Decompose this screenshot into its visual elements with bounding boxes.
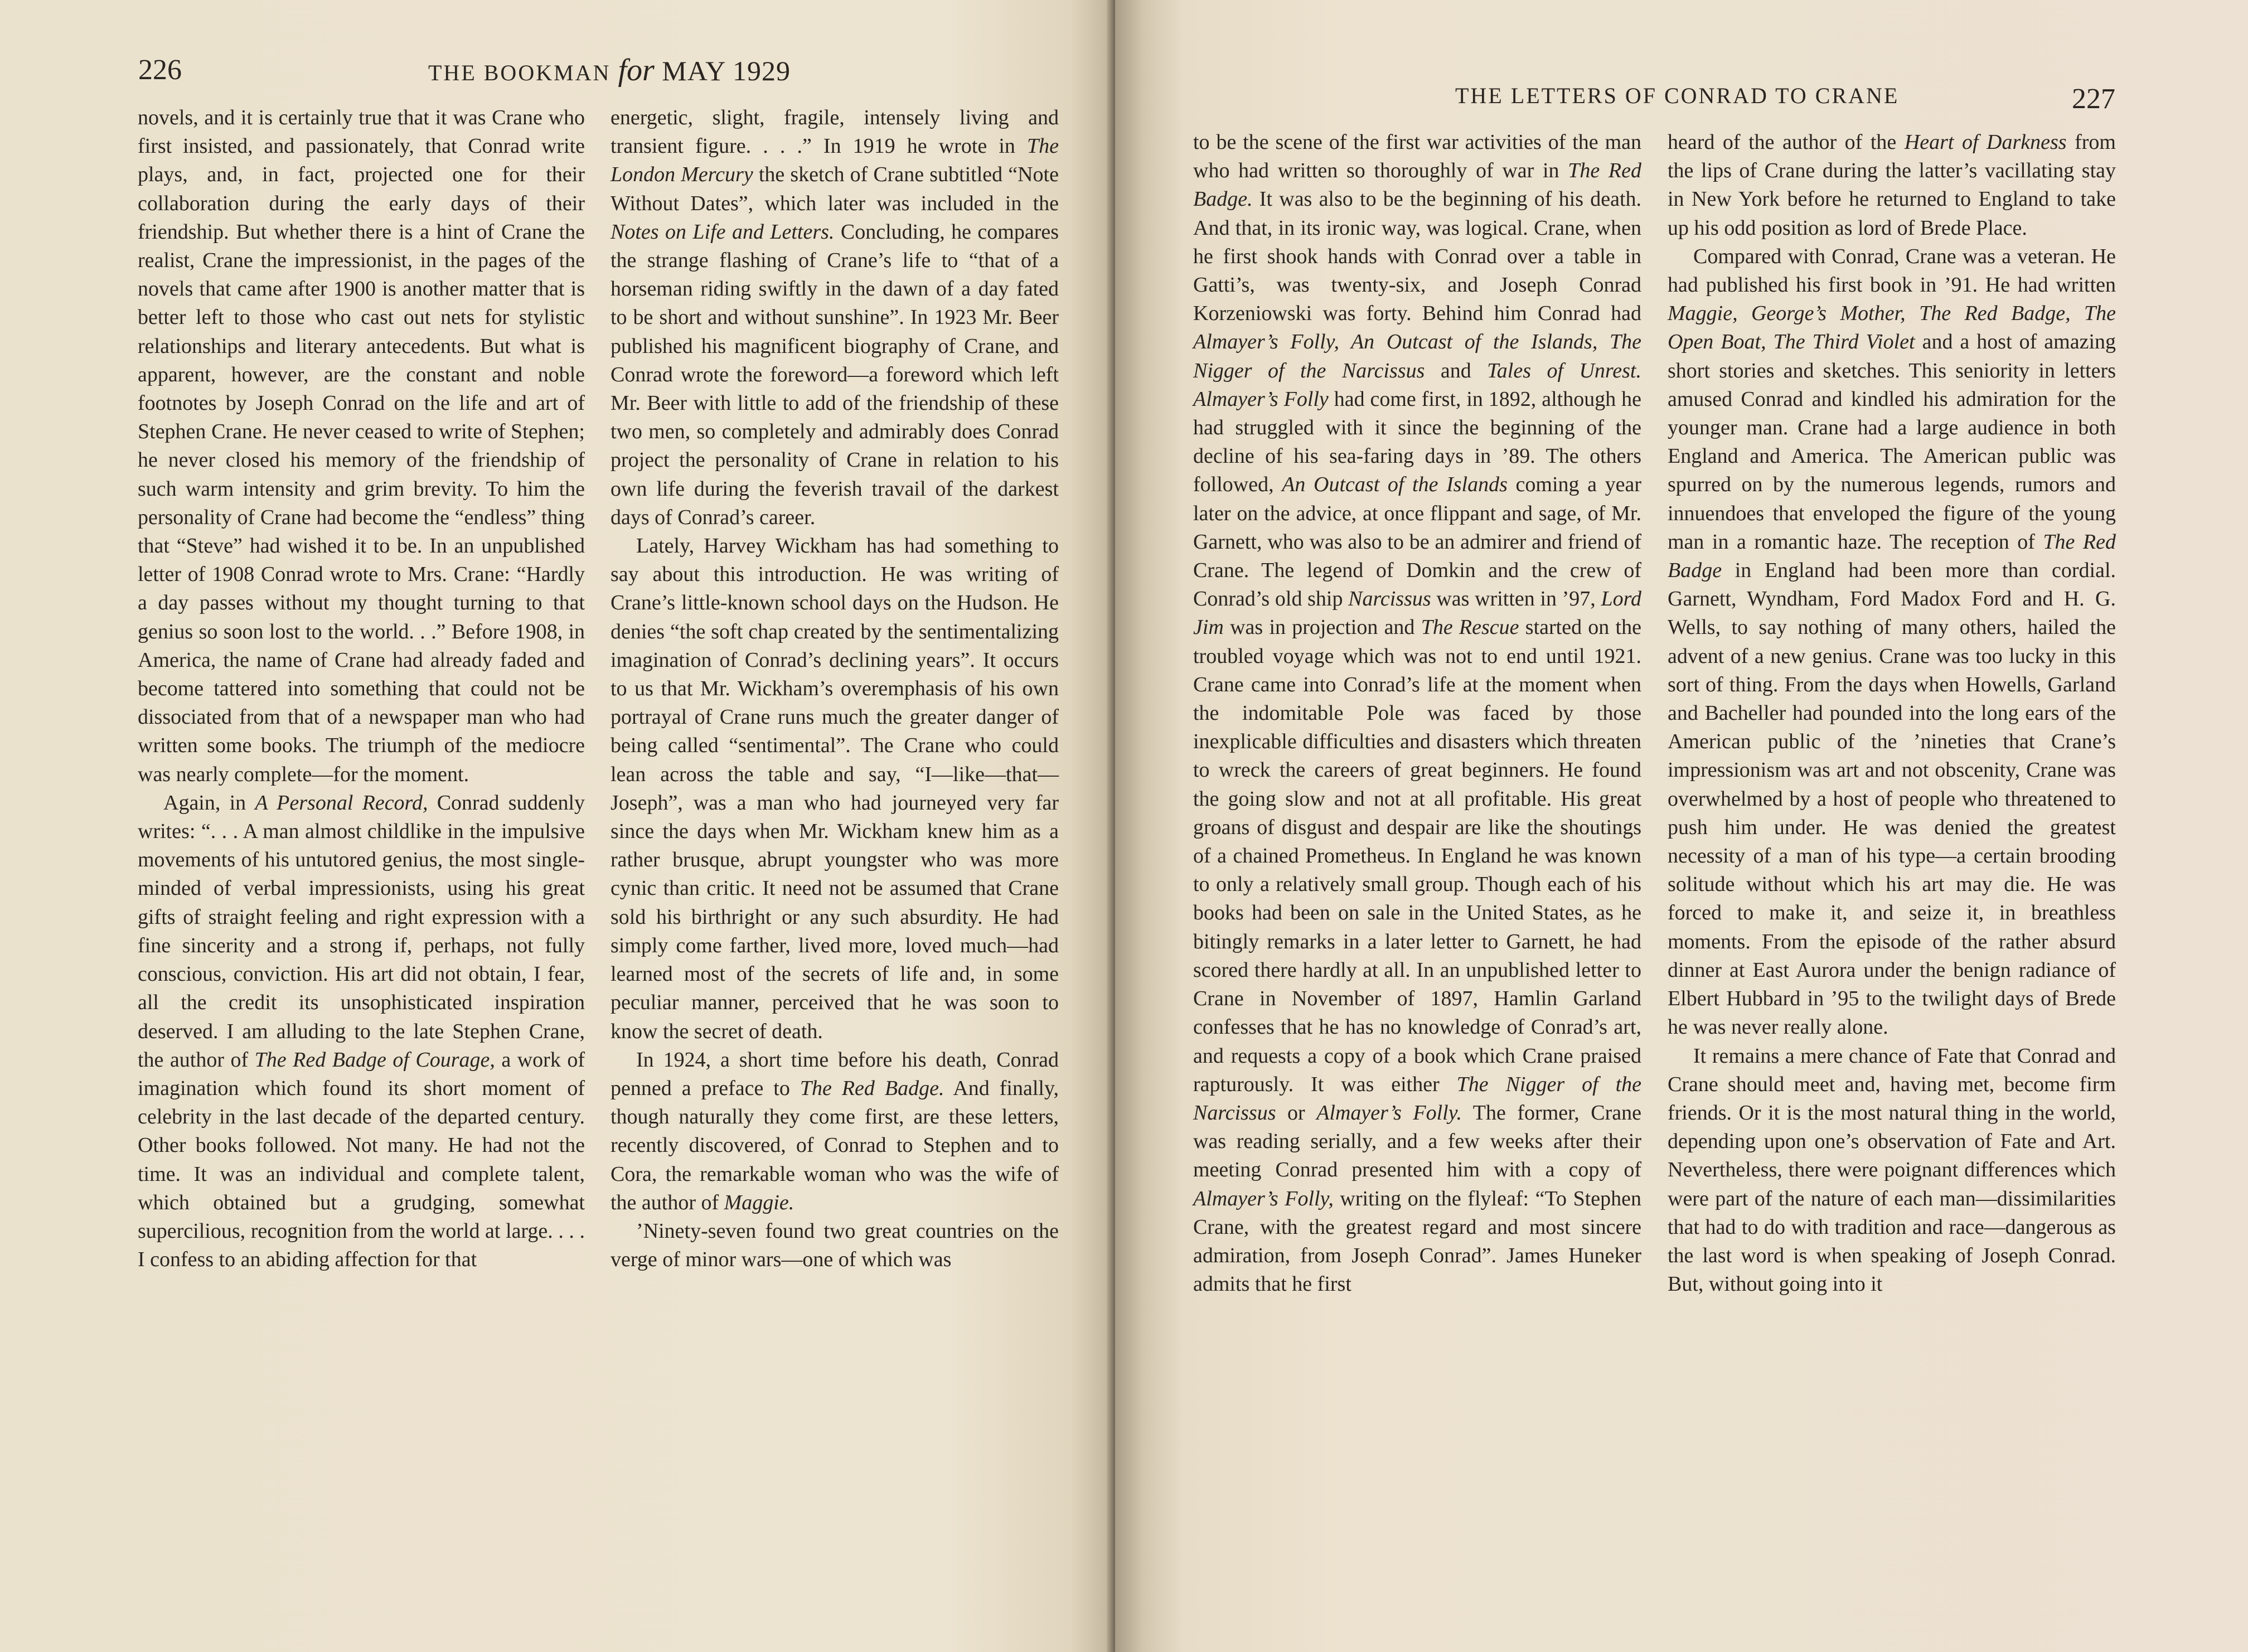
italic-title: Heart of Darkness <box>1904 130 2067 154</box>
paragraph: In 1924, a short time before his death, Conrad penned a preface to The Red Badge. And finally, though naturally they come first, are these letters, recently discovered, of Conrad to Stephen and to Cora, the remarkable woman who was the wife of the author of Maggie. <box>611 1048 1059 1214</box>
page-number-left: 226 <box>138 54 182 86</box>
paragraph: Compared with Conrad, Crane was a veteran. He had published his first book in ’91. He had written Maggie, George’s Mother, The Red Badge, The Open Boat, The Third Violet and a host of amazing short stories and sketches. This seniority in letters amused Conrad and kindled his admiration for the younger man. Crane had a large audience in both England and America. The American public was spurred on by the numerous legends, rumors and innuendoes that enveloped the figure of the young man in a romantic haze. The reception of The Red Badge in England had been more than cordial. Garnett, Wyndham, Ford Madox Ford and H. G. Wells, to say nothing of many others, hailed the advent of a new genius. Crane was too lucky in this sort of thing. From the days when Howells, Garland and Bacheller had pounded into the long ears of the American public of the ’nineties that Crane’s impressionism was art and not obscenity, Crane was overwhelmed by a host of people who threatened to push him under. He was denied the greatest necessity of a man of his type—a certain brooding solitude without which his art may die. He was forced to make it, and seize it, in breathless moments. From the episode of the rather absurd dinner at East Aurora under the benign radiance of Elbert Hubbard in ’95 to the twilight days of Brede he was never really alone. <box>1668 244 2116 1039</box>
left-page-column-1 <box>138 104 585 1274</box>
italic-title: Narcissus <box>1348 587 1431 611</box>
italic-title: Maggie, George’s Mother, The Red Badge, The Open Boat, The Third Violet <box>1668 302 2116 354</box>
paragraph: ’Ninety-seven found two great countries on the verge of minor wars—one of which was <box>611 1219 1059 1272</box>
italic-title: Tales of Unrest. Almayer’s Folly <box>1193 359 1641 411</box>
running-head-left-post: MAY 1929 <box>654 55 791 86</box>
italic-title: The Rescue <box>1421 616 1519 640</box>
italic-title: The Red Badge. <box>800 1076 944 1100</box>
italic-title: Almayer’s Folly, <box>1193 1186 1334 1210</box>
paragraph: Again, in A Personal Record, Conrad suddenly writes: “. . . A man almost childlike in the impulsive movements of his untutored genius, the most single-minded of verbal impressionists, using his great gifts of straight feeling and right expression with a fine sincerity and a strong if, perhaps, not fully conscious, conviction. His art did not obtain, I fear, all the credit its unsophisticated inspiration deserved. I am alluding to the late Stephen Crane, the author of The Red Badge of Courage, a work of imagination which found its short moment of celebrity in the last decade of the departed century. Other books followed. Not many. He had not the time. It was an individual and complete talent, which obtained but a grudging, somewhat supercilious, recognition from the world at large. . . . I confess to an abiding affection for that <box>138 791 585 1272</box>
italic-title: A Personal Record, <box>255 791 428 815</box>
italic-title: Almayer’s Folly. <box>1316 1101 1462 1125</box>
paragraph: heard of the author of the Heart of Darkness from the lips of Crane during the latter’s vacillating stay in New York before he returned to England to take up his odd position as lord of Brede Place. <box>1668 130 2116 240</box>
paragraph: energetic, slight, fragile, intensely living and transient figure. . . .” In 1919 he wrote in The London Mercury the sketch of Crane subtitled “Note Without Dates”, which later was included in the Notes on Life and Letters. Concluding, he compares the strange flashing of Crane’s life to “that of a horseman riding swiftly in the dawn of a day fated to be short and without sunshine”. In 1923 Mr. Beer published his magnificent biography of Crane, and Conrad wrote the foreword—a foreword which left Mr. Beer with little to add of the friendship of these two men, so completely and admirably does Conrad project the personality of Crane in relation to his own life during the feverish travail of the darkest days of Conrad’s career. <box>611 106 1059 529</box>
italic-title: The Red Badge. <box>1193 159 1641 211</box>
italic-title: The London Mercury <box>611 134 1059 187</box>
running-head-left-for: for <box>618 53 655 88</box>
paragraph: It remains a mere chance of Fate that Conrad and Crane should meet and, having met, become firm friends. Or it is the most natural thing in the world, depending upon one’s observation of Fate and Art. Nevertheless, there were poignant differences which were part of the nature of each man—dissimilarities that had to do with tradition and race—dangerous as the last word is when speaking of Joseph Conrad. But, without going into it <box>1668 1044 2116 1296</box>
paragraph: Lately, Harvey Wickham has had something to say about this introduction. He was writing of Crane’s little-known school days on the Hudson. He denies “the soft chap created by the sentimentalizing imagination of Conrad’s declining years”. It occurs to us that Mr. Wickham’s overemphasis of his own portrayal of Crane runs much the greater danger of being called “sentimental”. The Crane who could lean across the table and say, “I—like—that—Joseph”, was a man who had journeyed very far since the days when Mr. Wickham knew him as a rather brusque, abrupt youngster who was more cynic than critic. It need not be assumed that Crane sold his birthright or any such absurdity. He had simply come farther, lived more, loved much—had learned most of the secrets of life and, in some peculiar manner, perceived that he was soon to know the secret of death. <box>611 534 1059 1043</box>
italic-title: An Outcast of the Islands <box>1282 473 1508 497</box>
right-page-column-1 <box>1193 128 1641 1299</box>
italic-title: The Red Badge <box>1668 530 2116 583</box>
italic-title: The Nigger of the Narcissus <box>1193 1072 1641 1125</box>
paragraph: to be the scene of the first war activities of the man who had written so thoroughly of war in The Red Badge. It was also to be the beginning of his death. And that, in its ironic way, was logical. Crane, when he first shook hands with Conrad over a table in Gatti’s, was twenty-six, and Joseph Conrad Korzeniowski was forty. Behind him Conrad had Almayer’s Folly, An Outcast of the Islands, The Nigger of the Narcissus and Tales of Unrest. Almayer’s Folly had come first, in 1892, although he had struggled with it since the beginning of the decline of his sea-faring days in ’89. The others followed, An Outcast of the Islands coming a year later on the advice, at once flippant and sage, of Mr. Garnett, who was also to be an admirer and friend of Crane. The legend of Domkin and the crew of Conrad’s old ship Narcissus was written in ’97, Lord Jim was in projection and The Rescue started on the troubled voyage which was not to end until 1921. Crane came into Conrad’s life at the moment when the indomitable Pole was faced by those inexplicable difficulties and disasters which threaten to wreck the careers of great beginners. He found the going slow and not at all profitable. His great groans of disgust and despair are like the shoutings of a chained Prometheus. In England he was known to only a relatively small group. Though each of his books had been on sale in the United States, as he bitingly remarks in a later letter to Garnett, he had scored there hardly at all. In an unpublished letter to Crane in November of 1897, Hamlin Garland confesses that he has no knowledge of Conrad’s art, and requests a copy of a book which Crane praised rapturously. It was either The Nigger of the Narcissus or Almayer’s Folly. The former, Crane was reading serially, and a few weeks after their meeting Conrad presented him with a copy of Almayer’s Folly, writing on the flyleaf: “To Stephen Crane, with the greatest regard and most sincere admiration, from Joseph Conrad”. James Huneker admits that he first <box>1193 130 1641 1296</box>
italic-title: Notes on Life and Letters. <box>611 220 835 244</box>
right-page <box>1115 0 2248 1652</box>
paragraph: novels, and it is certainly true that it was Crane who first insisted, and passionately, that Conrad write plays, and, in fact, projected one for their collaboration during the early days of their friendship. But whether there is a hint of Crane the realist, Crane the impressionist, in the pages of the novels that came after 1900 is another matter that is better left to those who cast out nets for stylistic relationships and literary antecedents. But what is apparent, however, are the constant and noble footnotes by Joseph Conrad on the life and art of Stephen Crane. He never ceased to write of Stephen; he never closed his memory of the friendship of such warm intensity and grim brevity. To him the personality of Crane had become the “endless” thing that “Steve” had wished it to be. In an unpublished letter of 1908 Conrad wrote to Mrs. Crane: “Hardly a day passes without my thought turning to that genius so soon lost to the world. . .” Before 1908, in America, the name of Crane had already faded and become tattered into something that could not be dissociated from that of a newspaper man who had written some books. The triumph of the mediocre was nearly complete—for the moment. <box>138 106 585 786</box>
running-head-right: THE LETTERS OF CONRAD TO CRANE <box>1455 83 1900 108</box>
left-page-column-2 <box>611 104 1059 1274</box>
italic-title: The Red Badge of Courage, <box>254 1048 495 1072</box>
italic-title: Lord Jim <box>1193 587 1641 640</box>
running-head-left <box>428 55 791 86</box>
right-page-column-2 <box>1668 128 2116 1299</box>
italic-title: Almayer’s Folly, An Outcast of the Islands, The Nigger of the Narcissus <box>1193 330 1641 382</box>
running-head-left-pre: THE BOOKMAN <box>428 60 618 85</box>
left-page <box>0 0 1115 1652</box>
italic-title: Maggie. <box>724 1190 794 1214</box>
page-number-right: 227 <box>2072 83 2115 115</box>
